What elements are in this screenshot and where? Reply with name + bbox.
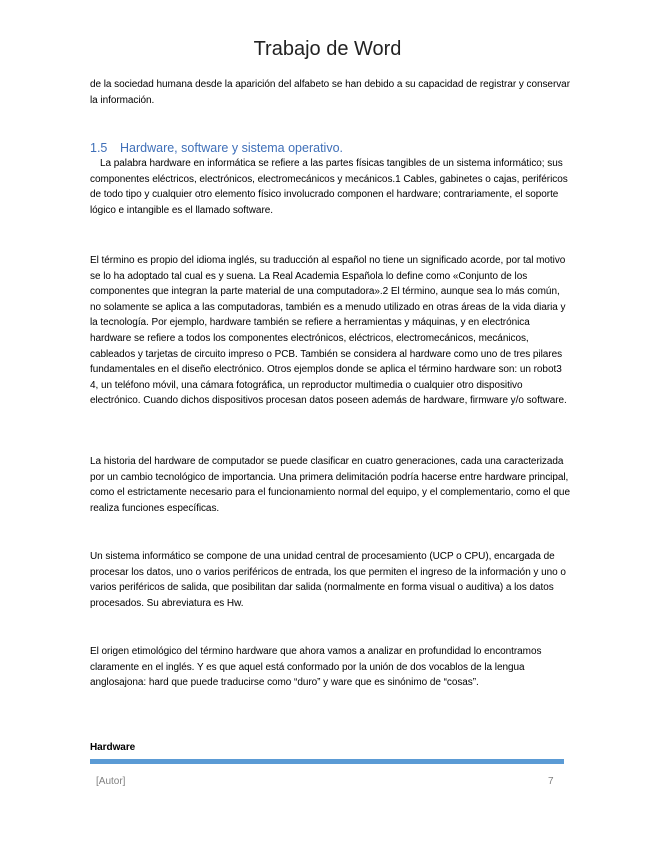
footer-author-field[interactable]: [Autor] bbox=[96, 776, 126, 787]
intro-paragraph: de la sociedad humana desde la aparición del alfabeto se han debido a su capacidad de registrar y conservar la información. bbox=[90, 79, 570, 106]
section-heading bbox=[90, 140, 570, 156]
section-number: 1.5 bbox=[90, 141, 108, 155]
document-header-title: Trabajo de Word bbox=[253, 38, 402, 60]
bold-label-hardware: Hardware bbox=[90, 742, 136, 753]
paragraph-term-origin: El término es propio del idioma inglés, su traducción al español no tiene un significado acorde, por tal motivo se lo ha adoptado tal cual es y suena. La Real Academia Española lo define como «Conjunto de los componentes que integran la parte material de una computadora».2 El término, aunque sea lo más común, no solamente se aplica a las computadoras, también es a menudo utilizado en otras áreas de la vida diaria y la tecnología. Por ejemplo, hardware también se refiere a herramientas y máquinas, y en electrónica hardware se refiere a todos los componentes electrónicos, eléctricos, electromecánicos, mecánicos, cableados y tarjetas de circuito impreso o PCB. También se considera al hardware como uno de tres pilares fundamentales en el diseño electrónico. Otros ejemplos donde se aplica el término hardware son: un robot3 4, un teléfono móvil, una cámara fotográfica, un reproductor multimedia o cualquier otro dispositivo electrónico. Cuando dichos dispositivos procesan datos poseen además de hardware, firmware y/o software. bbox=[90, 255, 567, 407]
footer-divider bbox=[90, 759, 564, 764]
paragraph-etymology: El origen etimológico del término hardware que ahora vamos a analizar en profundidad lo encontramos claramente en el inglés. Y es que aquel está conformado por la unión de dos vocablos de la lengua anglosajona: hard que puede traducirse como “duro” y ware que es sinónimo de “cosas”. bbox=[90, 646, 542, 689]
paragraph-hardware-definition bbox=[90, 156, 570, 218]
footer-page-number: 7 bbox=[548, 776, 554, 787]
paragraph-system: Un sistema informático se compone de una unidad central de procesamiento (UCP o CPU), encargada de procesar los datos, uno o varios periféricos de entrada, los que permiten el ingreso de la información y uno o varios periféricos de salida, que posibilitan dar salida (normalmente en forma visual o auditiva) a los datos procesados. Su abreviatura es Hw. bbox=[90, 551, 566, 609]
paragraph-text: La palabra hardware en informática se refiere a las partes físicas tangibles de un sistema informático; sus componentes eléctricos, electrónicos, electromecánicos y mecánicos.1 Cables, gabinetes o cajas, periféricos de todo tipo y cualquier otro elemento físico involucrado componen el hardware; contrariamente, el soporte lógico e intangible es el llamado software. bbox=[90, 158, 568, 216]
section-title: Hardware, software y sistema operativo. bbox=[120, 141, 344, 155]
paragraph-history: La historia del hardware de computador se puede clasificar en cuatro generaciones, cada una caracterizada por un cambio tecnológico de importancia. Una primera delimitación podría hacerse entre hardware principal, como el estrictamente necesario para el funcionamiento normal del equipo, y el complementario, como el que realiza funciones específicas. bbox=[90, 456, 570, 514]
